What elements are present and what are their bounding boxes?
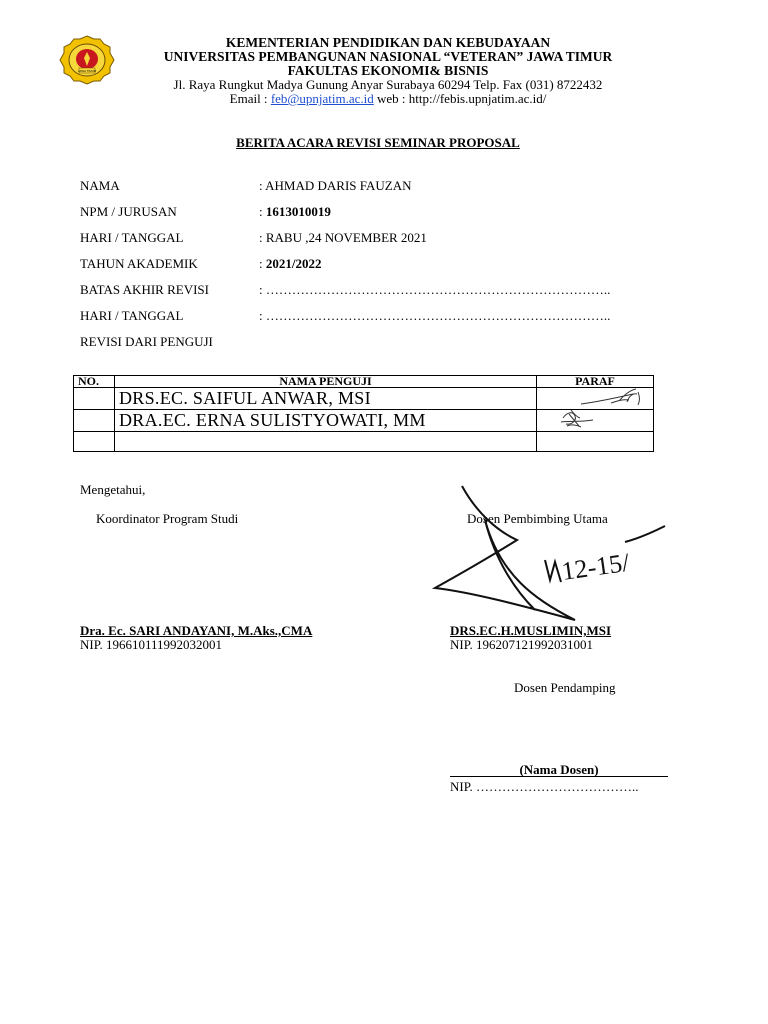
logo-text: JAWA TIMUR <box>77 69 97 73</box>
field-label-nama: NAMA <box>80 178 120 193</box>
companion-role: Dosen Pendamping <box>514 680 616 695</box>
row-no <box>74 410 115 432</box>
contact-line <box>118 92 658 106</box>
field-value-npm: : 1613010019 <box>259 204 331 219</box>
university-name: UNIVERSITAS PEMBANGUNAN NASIONAL “VETERAN” JAWA TIMUR <box>163 49 613 64</box>
address: Jl. Raya Rungkut Madya Gunung Anyar Surabaya 60294 Telp. Fax (031) 8722432 <box>173 77 603 92</box>
main-supervisor-role: Dosen Pembimbing Utama <box>467 511 608 526</box>
email-link[interactable]: feb@upnjatim.ac.id <box>270 91 374 106</box>
handwritten-date: 12-15/ <box>559 547 632 586</box>
field-value-deadline-date: : …………………………………………………………………….. <box>259 308 611 323</box>
table-header-row <box>74 376 654 388</box>
web-text: web : http://febis.upnjatim.ac.id/ <box>377 91 547 106</box>
field-value-nama: : AHMAD DARIS FAUZAN <box>259 178 412 193</box>
acknowledged-text: Mengetahui, <box>80 482 146 497</box>
coordinator-role: Koordinator Program Studi <box>96 511 239 526</box>
row-no <box>74 388 115 410</box>
examiner-name: DRA.EC. ERNA SULISTYOWATI, MM <box>115 410 537 432</box>
examiner-name <box>115 432 537 452</box>
field-label-npm: NPM / JURUSAN <box>80 204 177 219</box>
field-value-academic-year: : 2021/2022 <box>259 256 322 271</box>
examiner-name: DRS.EC. SAIFUL ANWAR, MSI <box>115 388 537 410</box>
supervisor-signature <box>425 480 675 650</box>
ministry-name: KEMENTERIAN PENDIDIKAN DAN KEBUDAYAAN <box>225 35 551 50</box>
table-row <box>74 410 654 432</box>
table-row <box>74 388 654 410</box>
field-label-academic-year: TAHUN AKADEMIK <box>80 256 198 271</box>
field-label-revision-deadline: BATAS AKHIR REVISI <box>80 282 209 297</box>
initial-cell <box>537 388 654 410</box>
field-label-deadline-date: HARI / TANGGAL <box>80 308 184 323</box>
university-logo <box>58 35 116 85</box>
field-value-date: : RABU ,24 NOVEMBER 2021 <box>259 230 427 245</box>
paraf-signature <box>541 408 651 430</box>
coordinator-nip: NIP. 196610111992032001 <box>80 637 223 652</box>
initial-cell <box>537 410 654 432</box>
header-examiner-name: NAMA PENGUJI <box>115 376 537 388</box>
main-supervisor-nip: NIP. 196207121992031001 <box>450 637 594 652</box>
companion-nip: NIP. ……………………………….. <box>450 779 639 794</box>
paraf-signature <box>541 388 651 408</box>
header-initial: PARAF <box>537 376 654 388</box>
examiner-table <box>73 375 654 452</box>
field-label-date: HARI / TANGGAL <box>80 230 184 245</box>
table-row <box>74 432 654 452</box>
companion-name: (Nama Dosen) <box>450 763 668 777</box>
field-label-revision-from-examiner: REVISI DARI PENGUJI <box>80 334 213 349</box>
faculty-name: FAKULTAS EKONOMI& BISNIS <box>287 63 489 78</box>
header-no: NO. <box>74 376 115 388</box>
coordinator-name: Dra. Ec. SARI ANDAYANI, M.Aks.,CMA <box>80 623 313 638</box>
initial-cell <box>537 432 654 452</box>
field-value-revision-deadline: : …………………………………………………………………….. <box>259 282 611 297</box>
main-supervisor-name: DRS.EC.H.MUSLIMIN,MSI <box>450 623 612 638</box>
email-label: Email : <box>229 91 268 106</box>
row-no <box>74 432 115 452</box>
document-title: BERITA ACARA REVISI SEMINAR PROPOSAL <box>236 135 520 150</box>
